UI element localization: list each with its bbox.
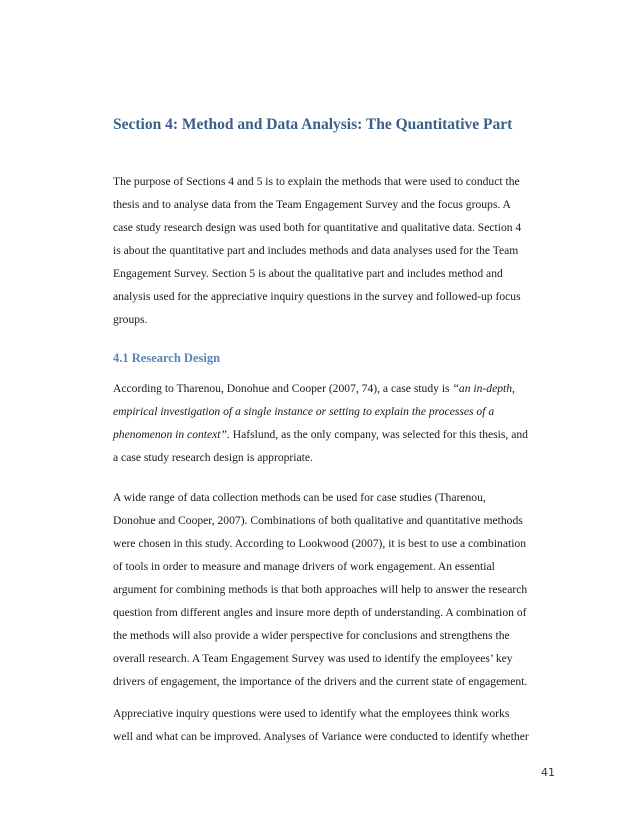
text-line: analysis used for the appreciative inquiry questions in the survey and followed-up focus [113,290,521,303]
text-line: were chosen in this study. According to Lookwood (2007), it is best to use a combination [113,537,527,550]
subsection-heading: 4.1 Research Design [113,351,221,365]
text-line: case study research design was used both for quantitative and qualitative data. Section 4 [113,221,522,234]
text-line: drivers of engagement, the importance of the drivers and the current state of engagement. [113,675,528,688]
quote-text: phenomenon in context”. [113,428,230,441]
text-line: A wide range of data collection methods can be used for case studies (Tharenou, [113,491,486,504]
intro-paragraph [113,170,568,331]
text-line: Donohue and Cooper, 2007). Combinations of both qualitative and quantitative methods [113,514,523,527]
page-number: 41 [541,766,555,779]
text-line: of tools in order to measure and manage drivers of work engagement. An essential [113,560,495,573]
text-line: thesis and to analyse data from the Team Engagement Survey and the focus groups. A [113,198,511,211]
inquiry-paragraph [113,702,568,748]
text-line: argument for combining methods is that both approaches will help to answer the research [113,583,528,596]
text-line: the methods will also provide a wider perspective for conclusions and strengthens the [113,629,510,642]
text-line [113,377,568,400]
text-line: well and what can be improved. Analyses of Variance were conducted to identify whether [113,730,529,743]
text-run: Hafslund, as the only company, was selected for this thesis, and [229,428,528,441]
text-line: is about the quantitative part and includes methods and data analyses used for the Team [113,244,519,257]
text-run: According to Tharenou, Donohue and Cooper (2007, 74), a case study is [113,382,453,395]
section-title: Section 4: Method and Data Analysis: The Quantitative Part [113,116,513,133]
text-line: Engagement Survey. Section 5 is about the qualitative part and includes method and [113,267,503,280]
quote-text: “an in-depth, [452,382,515,395]
text-line: The purpose of Sections 4 and 5 is to explain the methods that were used to conduct the [113,175,520,188]
methods-paragraph [113,486,568,693]
text-line: groups. [113,313,148,326]
text-line: Appreciative inquiry questions were used to identify what the employees think works [113,707,510,720]
research-design-paragraph [113,377,568,469]
text-line [113,423,568,446]
text-line: a case study research design is appropriate. [113,451,313,464]
quote-text: empirical investigation of a single instance or setting to explain the processes of a [113,405,495,418]
text-line: question from different angles and insure more depth of understanding. A combination of [113,606,527,619]
text-line: overall research. A Team Engagement Survey was used to identify the employees’ key [113,652,513,665]
